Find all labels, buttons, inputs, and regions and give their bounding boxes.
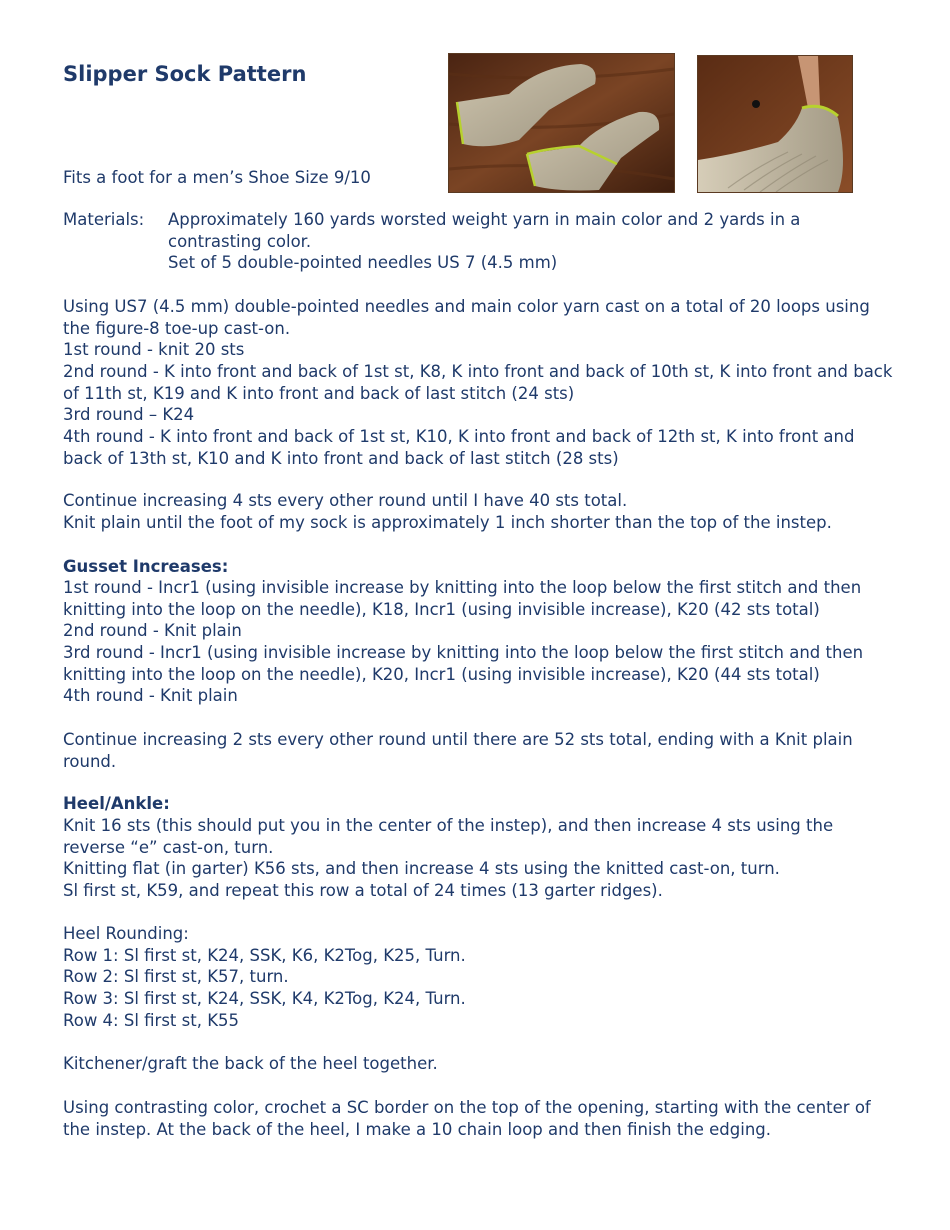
toe-round-4: 4th round - K into front and back of 1st st, K10, K into front and back of 12th st, K into front and back of 13th st, K10 and K into front and back of last stitch (28 sts)	[63, 427, 855, 468]
finish-border: Using contrasting color, crochet a SC border on the top of the opening, starting with the center of the instep. At the back of the heel, I make a 10 chain loop and then finish the edging.	[63, 1098, 871, 1139]
gusset-heading: Gusset Increases:	[63, 557, 229, 576]
page-title: Slipper Sock Pattern	[63, 62, 307, 86]
heel-line-2: Knitting flat (in garter) K56 sts, and then increase 4 sts using the knitted cast-on, turn.	[63, 859, 780, 878]
rounding-row-4: Row 4: Sl first st, K55	[63, 1011, 240, 1030]
rounding-row-1: Row 1: Sl first st, K24, SSK, K6, K2Tog, K25, Turn.	[63, 946, 466, 965]
rounding-row-2: Row 2: Sl first st, K57, turn.	[63, 967, 289, 986]
heel-heading: Heel/Ankle:	[63, 794, 170, 813]
gusset-round-1: 1st round - Incr1 (using invisible increase by knitting into the loop below the first stitch and then knitting into the loop on the needle), K18, Incr1 (using invisible increase), K20 (42 sts total)	[63, 578, 862, 619]
rounding-heading: Heel Rounding:	[63, 924, 189, 943]
toe-intro: Using US7 (4.5 mm) double-pointed needles and main color yarn cast on a total of 20 loops using the figure-8 toe-up cast-on.	[63, 297, 870, 338]
toe-round-1: 1st round - knit 20 sts	[63, 340, 245, 359]
photo-sock-worn	[697, 55, 853, 193]
socks-flat-image	[449, 54, 674, 192]
gusset-round-4: 4th round - Knit plain	[63, 686, 238, 705]
rounding-row-3: Row 3: Sl first st, K24, SSK, K4, K2Tog, K24, Turn.	[63, 989, 466, 1008]
toe-round-3: 3rd round – K24	[63, 405, 195, 424]
gusset-round-3: 3rd round - Incr1 (using invisible increase by knitting into the loop below the first stitch and then knitting into the loop on the needle), K20, Incr1 (using invisible increase), K20 (44 sts total)	[63, 643, 864, 684]
materials-needles: Set of 5 double-pointed needles US 7 (4.5 mm)	[168, 253, 558, 272]
foot-knit-plain: Knit plain until the foot of my sock is approximately 1 inch shorter than the top of the instep.	[63, 513, 832, 532]
foot-increase: Continue increasing 4 sts every other round until I have 40 sts total.	[63, 491, 628, 510]
sock-worn-image	[698, 56, 852, 192]
gusset-round-2: 2nd round - Knit plain	[63, 621, 242, 640]
finish-graft: Kitchener/graft the back of the heel together.	[63, 1054, 438, 1073]
materials-yarn: Approximately 160 yards worsted weight yarn in main color and 2 yards in a contrasting color.	[168, 210, 801, 251]
heel-line-1: Knit 16 sts (this should put you in the center of the instep), and then increase 4 sts using the reverse “e” cast-on, turn.	[63, 816, 834, 857]
materials-label: Materials:	[63, 210, 145, 229]
toe-round-2: 2nd round - K into front and back of 1st st, K8, K into front and back of 10th st, K into front and back of 11th st, K19 and K into front and back of last stitch (24 sts)	[63, 362, 893, 403]
heel-line-3: Sl first st, K59, and repeat this row a total of 24 times (13 garter ridges).	[63, 881, 663, 900]
gusset-continue: Continue increasing 2 sts every other round until there are 52 sts total, ending with a Knit plain round.	[63, 730, 853, 771]
photo-socks-flat	[448, 53, 675, 193]
materials-block	[63, 209, 893, 275]
fit-text: Fits a foot for a men’s Shoe Size 9/10	[63, 168, 371, 187]
